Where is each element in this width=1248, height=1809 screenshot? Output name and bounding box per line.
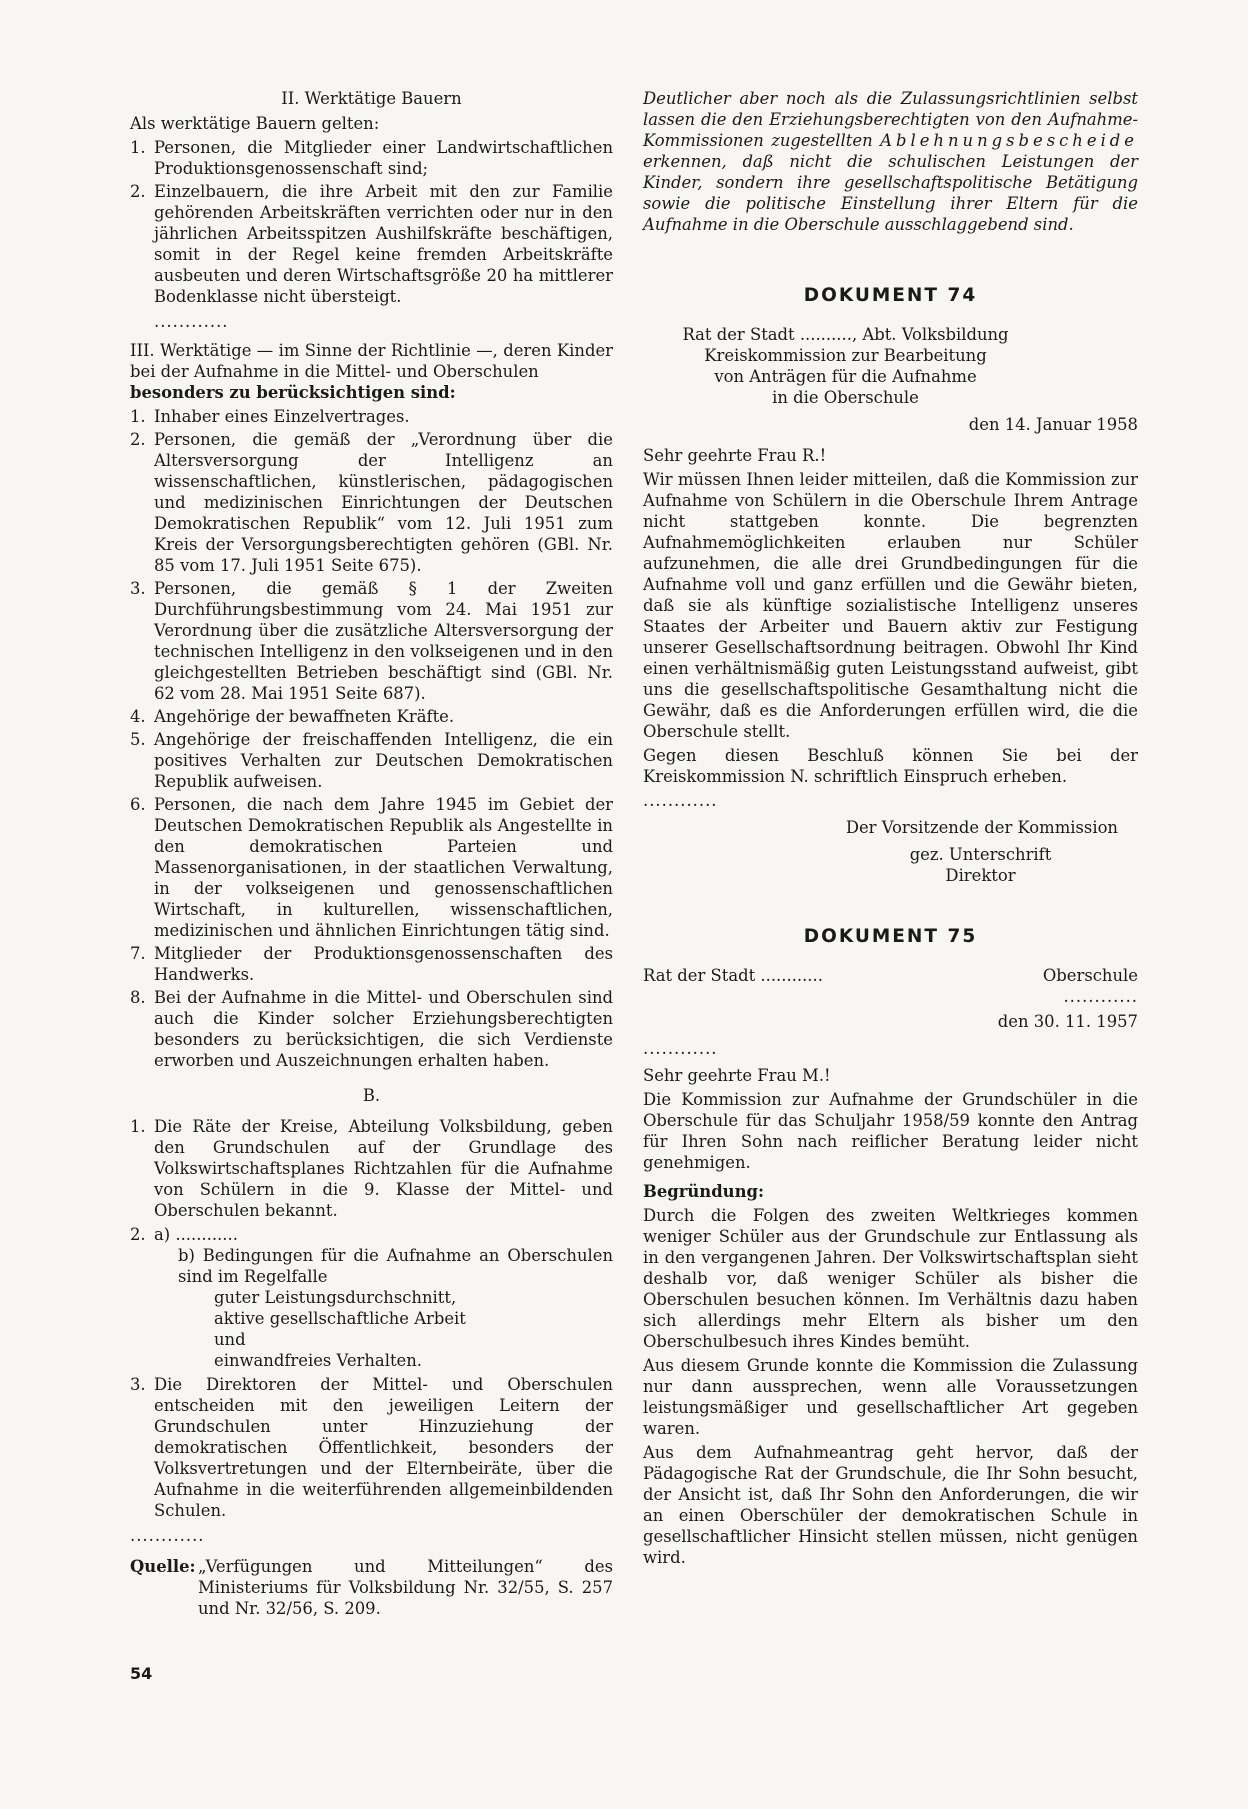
list-item: [130, 729, 613, 792]
condition-line: und: [214, 1330, 246, 1349]
list-item: [130, 706, 613, 727]
list-number: 7.: [130, 944, 146, 963]
ellipsis: ............: [1063, 987, 1138, 1006]
list-number: 2.: [130, 430, 146, 449]
list-item: [130, 1116, 613, 1221]
document-74-signature-title: Direktor: [945, 866, 1016, 885]
letterhead-line: von Anträgen für die Aufnahme: [714, 367, 977, 386]
list-number: 1.: [130, 138, 146, 157]
document-74-signature: Der Vorsitzende der Kommission: [845, 818, 1118, 837]
document-74-body: Wir müssen Ihnen leider mitteilen, daß die Kommission zur Aufnahme von Schülern in die Oberschule Ihrem Antrage nicht stattgeben konnte. Die begrenzten Aufnahmemöglichkeiten erlauben nur Schüler aufzunehmen, die alle drei Grundbedingungen für die Aufnahme voll und ganz erfüllen und die Gewähr bieten, daß sie als künftige sozialistische Intelligenz unseres Staates der Arbeiter und Bauern aktiv zur Festigung unserer Gesellschaftsordnung beitragen. Obwohl Ihr Kind einen verhältnismäßig guten Leistungsstand aufweist, gibt uns die gesellschaftspolitische Gesamthaltung nicht die Gewähr, daß es die Anforderungen erfüllen wird, die die Oberschule stellt.: [643, 470, 1138, 741]
section-b-title: B.: [362, 1086, 381, 1105]
document-74-body: Gegen diesen Beschluß können Sie bei der Kreiskommission N. schriftlich Einspruch erheben.: [643, 746, 1138, 786]
commentary-pre: Deutlicher aber noch als die Zulassungsrichtlinien selbst lassen die den Erziehungsberechtigten von den Aufnahme-Kommissionen zugestellten: [643, 89, 1138, 150]
list-item: [130, 987, 613, 1071]
list-text: Bei der Aufnahme in die Mittel- und Oberschulen sind auch die Kinder solcher Erziehungsberechtigten besonders zu berücksichtigen, die sich Verdienste erworben und Auszeichnungen erhalten haben.: [154, 988, 613, 1070]
section-2-list: [130, 137, 613, 307]
list-item: [130, 181, 613, 307]
list-text: Die Direktoren der Mittel- und Oberschulen entscheiden mit den jeweiligen Leitern der Grundschulen unter Hinzuziehung der demokratischen Öffentlichkeit, besonders der Volksvertretungen und der Elternbeiräte, über die Aufnahme in die weiterführenden allgemeinbildenden Schulen.: [154, 1375, 613, 1520]
list-number: 3.: [130, 579, 146, 598]
ellipsis: ............: [130, 1526, 205, 1545]
list-item: [130, 578, 613, 704]
list-item: [130, 1224, 613, 1371]
list-text: Personen, die gemäß § 1 der Zweiten Durchführungsbestimmung vom 24. Mai 1951 zur Verordnung über die zusätzliche Altersversorgung der technischen Intelligenz in den volkseigenen und in den gleichgestellten Betrieben beschäftigt sind (GBl. Nr. 62 vom 28. Mai 1951 Seite 687).: [154, 579, 613, 703]
condition-line: einwandfreies Verhalten.: [214, 1351, 423, 1370]
list-number: 2.: [130, 182, 146, 201]
document-75-body: Durch die Folgen des zweiten Weltkrieges kommen weniger Schüler aus der Grundschule zur Entlassung als in den vergangenen Jahren. Der Volkswirtschaftsplan sieht deshalb vor, daß weniger Schüler als bisher die Oberschulen besuchen können. Im Verhältnis dazu haben sich allerdings mehr Eltern als bisher um den Oberschulbesuch ihres Kindes bemüht.: [643, 1206, 1138, 1351]
list-number: 1.: [130, 407, 146, 426]
document-74-letterhead: [643, 324, 1138, 408]
commentary-paragraph: [643, 88, 1138, 235]
condition-line: guter Leistungsdurchschnitt,: [214, 1288, 457, 1307]
source-text: „Verfügungen und Mitteilungen“ des Ministeriums für Volksbildung Nr. 32/55, S. 257 und Nr. 32/56, S. 209.: [198, 1557, 613, 1618]
document-74-date: den 14. Januar 1958: [968, 415, 1138, 434]
list-text: Angehörige der bewaffneten Kräfte.: [154, 707, 455, 726]
list-number: 6.: [130, 795, 146, 814]
list-item: [130, 406, 613, 427]
list-text: Mitglieder der Produktionsgenossenschaften des Handwerks.: [154, 944, 613, 984]
section-b-list: [130, 1116, 613, 1521]
document-75-salutation: Sehr geehrte Frau M.!: [643, 1066, 831, 1085]
list-number: 2.: [130, 1225, 146, 1244]
letterhead-line: in die Oberschule: [772, 388, 919, 407]
document-75-school: Oberschule: [1042, 966, 1138, 985]
list-item: [130, 1374, 613, 1521]
conditions-list: [154, 1287, 613, 1371]
page-number: 54: [130, 1664, 153, 1683]
list-text: Personen, die nach dem Jahre 1945 im Gebiet der Deutschen Demokratischen Republik als Angestellte in den demokratischen Parteien und Massenorganisationen, in der staatlichen Verwaltung, in der volkseigenen und genossenschaftlichen Wirtschaft, in kulturellen, wissenschaftlichen, medizinischen und ähnlichen Einrichtungen tätig sind.: [154, 795, 613, 940]
list-number: 5.: [130, 730, 146, 749]
document-75-header: [643, 965, 1138, 986]
document-75-body: Die Kommission zur Aufnahme der Grundschüler in die Oberschule für das Schuljahr 1958/59 konnte den Antrag für Ihren Sohn nach reiflicher Beratung leider nicht genehmigen.: [643, 1090, 1138, 1172]
list-text: Personen, die gemäß der „Verordnung über die Altersversorgung der Intelligenz an wissenschaftlichen, künstlerischen, pädagogischen und medizinischen Einrichtungen der Deutschen Demokratischen Republik“ vom 12. Juli 1951 zum Kreis der Versorgungsberechtigten gehören (GBl. Nr. 85 vom 17. Juli 1951 Seite 675).: [154, 430, 613, 575]
section-2-intro: Als werktätige Bauern gelten:: [130, 114, 380, 133]
source-label: Quelle:: [130, 1557, 196, 1576]
list-item: [130, 943, 613, 985]
commentary-spaced-word: Ablehnungsbescheide: [880, 131, 1138, 150]
list-text: Inhaber eines Einzelvertrages.: [154, 407, 410, 426]
condition-line: aktive gesellschaftliche Arbeit: [214, 1309, 466, 1328]
section-2-title: II. Werktätige Bauern: [281, 89, 462, 108]
list-item: [130, 137, 613, 179]
list-item: [130, 429, 613, 576]
list-item: [130, 794, 613, 941]
section-3-list: [130, 406, 613, 1071]
ellipsis: ............: [643, 1039, 718, 1058]
sub-item-a: a) ............: [154, 1225, 238, 1244]
left-column: [130, 88, 613, 1619]
list-text: Personen, die Mitglieder einer Landwirtschaftlichen Produktionsgenossenschaft sind;: [154, 138, 613, 178]
document-75-body: Aus diesem Grunde konnte die Kommission die Zulassung nur dann aussprechen, wenn alle Voraussetzungen leistungsmäßiger und gesellschaftlicher Art gegeben waren.: [643, 1356, 1138, 1438]
list-number: 4.: [130, 707, 146, 726]
document-75-sender: Rat der Stadt ............: [643, 966, 823, 985]
list-number: 3.: [130, 1375, 146, 1394]
letterhead-line: Kreiskommission zur Bearbeitung: [704, 346, 987, 365]
section-3-intro: III. Werktätige — im Sinne der Richtlinie —, deren Kinder bei der Aufnahme in die Mittel- und Oberschulen: [130, 341, 613, 381]
right-column: [643, 88, 1138, 1571]
document-74-salutation: Sehr geehrte Frau R.!: [643, 446, 827, 465]
source-note: [130, 1556, 613, 1619]
section-3-bold: besonders zu berücksichtigen sind:: [130, 383, 456, 402]
letterhead-line: Rat der Stadt .........., Abt. Volksbildung: [682, 325, 1009, 344]
sub-item-b: [154, 1245, 613, 1287]
commentary-post: erkennen, daß nicht die schulischen Leistungen der Kinder, sondern ihre gesellschaftspolitische Betätigung sowie die politische Einstellung ihrer Eltern für die Aufnahme in die Oberschule ausschlaggebend sind.: [643, 152, 1138, 234]
list-text: Angehörige der freischaffenden Intelligenz, die ein positives Verhalten zur Deutschen Demokratischen Republik aufweisen.: [154, 730, 613, 791]
sub-item-b-text: b) Bedingungen für die Aufnahme an Oberschulen sind im Regelfalle: [178, 1246, 613, 1286]
document-74-signature-line: gez. Unterschrift: [909, 845, 1052, 864]
list-number: 8.: [130, 988, 146, 1007]
document-75-date: den 30. 11. 1957: [997, 1012, 1138, 1031]
list-text: Die Räte der Kreise, Abteilung Volksbildung, geben den Grundschulen auf der Grundlage des Volkswirtschaftsplanes Richtzahlen für die Aufnahme von Schülern in die 9. Klasse der Mittel- und Oberschulen bekannt.: [154, 1117, 613, 1220]
document-75-reason-label: Begründung:: [643, 1182, 765, 1201]
list-text: Einzelbauern, die ihre Arbeit mit den zur Familie gehörenden Arbeitskräften verrichten oder nur in den jährlichen Arbeitsspitzen Aushilfskräfte beschäftigen, somit in der Regel keine fremden Arbeitskräfte ausbeuten und deren Wirtschaftsgröße 20 ha mittlerer Bodenklasse nicht übersteigt.: [154, 182, 613, 306]
ellipsis: ............: [154, 312, 229, 331]
document-75-body: Aus dem Aufnahmeantrag geht hervor, daß der Pädagogische Rat der Grundschule, die Ihr Sohn besucht, der Ansicht ist, daß Ihr Sohn den Anforderungen, die wir an einen Oberschüler der demokratischen Schule in gesellschaftlicher Hinsicht stellen müssen, nicht genügen wird.: [643, 1443, 1138, 1567]
ellipsis: ............: [643, 791, 718, 810]
document-75-title: DOKUMENT 75: [803, 926, 978, 947]
document-74-title: DOKUMENT 74: [803, 285, 978, 306]
list-number: 1.: [130, 1117, 146, 1136]
